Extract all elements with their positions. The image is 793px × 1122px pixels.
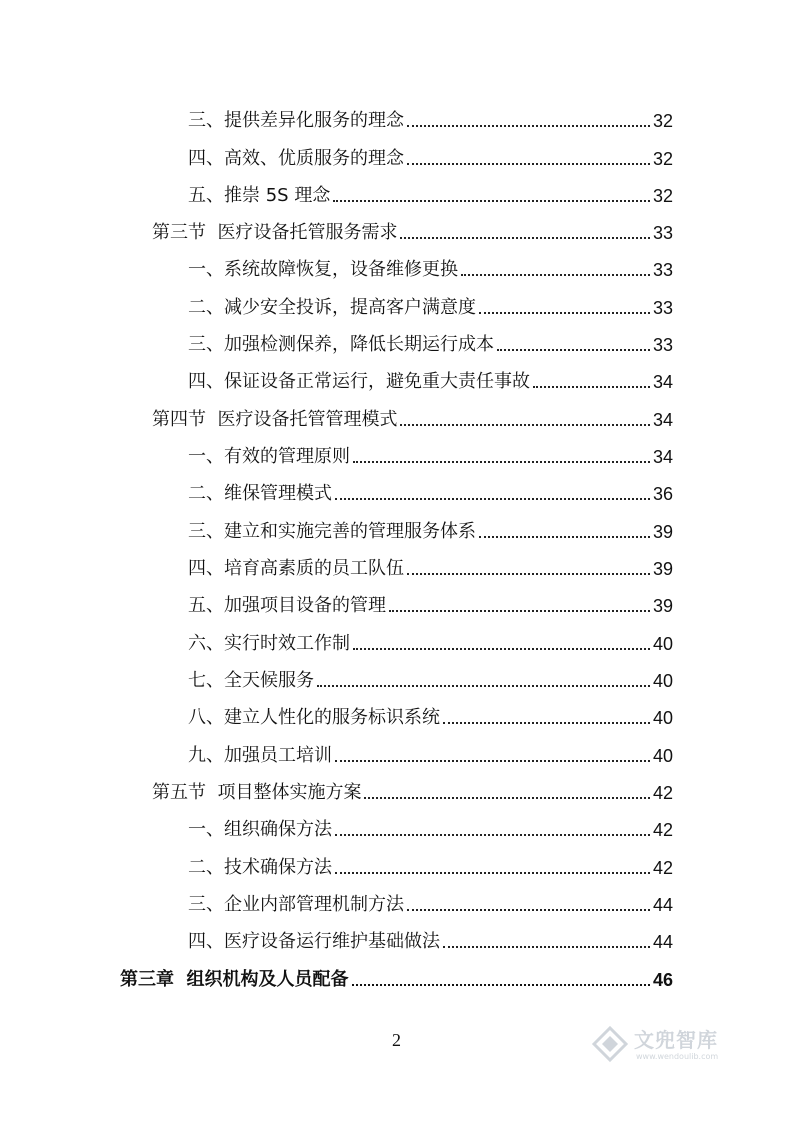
dot-leader — [407, 909, 650, 911]
toc-entry-label: 四、医疗设备运行维护基础做法 — [188, 931, 440, 952]
toc-section-entry[interactable] — [152, 401, 673, 431]
toc-entry[interactable] — [188, 363, 673, 393]
dot-leader — [479, 312, 650, 314]
dot-leader — [400, 237, 650, 239]
toc-entry-page: 42 — [652, 858, 673, 878]
toc-entry-page: 39 — [652, 559, 673, 579]
dot-leader — [400, 424, 650, 426]
toc-entry-page: 42 — [652, 820, 673, 840]
toc-entry[interactable] — [188, 140, 673, 170]
dot-leader — [389, 610, 650, 612]
dot-leader — [353, 461, 650, 463]
logo-icon — [588, 1022, 632, 1066]
dot-leader — [443, 946, 650, 948]
toc-entry-page: 44 — [652, 932, 673, 952]
toc-entry-label: 四、保证设备正常运行，避免重大责任事故 — [188, 371, 530, 392]
toc-entry-page: 34 — [652, 372, 673, 392]
toc-entry-page: 33 — [652, 335, 673, 355]
toc-entry-page: 40 — [652, 708, 673, 728]
toc-entry[interactable] — [188, 289, 673, 319]
toc-entry[interactable] — [188, 699, 673, 729]
toc-entry-page: 33 — [652, 223, 673, 243]
toc-entry-page: 44 — [652, 895, 673, 915]
toc-entry[interactable] — [188, 326, 673, 356]
toc-entry-label: 五、加强项目设备的管理 — [188, 595, 386, 616]
toc-entry-label: 三、提供差异化服务的理念 — [188, 110, 404, 131]
toc-entry-label: 九、加强员工培训 — [188, 745, 332, 766]
toc-entry[interactable] — [188, 662, 673, 692]
dot-leader — [353, 648, 650, 650]
toc-entry-label: 四、高效、优质服务的理念 — [188, 148, 404, 169]
dot-leader — [407, 125, 650, 127]
dot-leader — [335, 834, 650, 836]
toc-entry-page: 46 — [652, 970, 673, 990]
toc-entry[interactable] — [188, 550, 673, 580]
toc-entry-label: 三、建立和实施完善的管理服务体系 — [188, 521, 476, 542]
watermark-url: www.wendoulib.com — [636, 1052, 719, 1061]
toc-entry-page: 33 — [652, 298, 673, 318]
toc-entry-label: 一、有效的管理原则 — [188, 446, 350, 467]
dot-leader — [335, 498, 650, 500]
toc-entry-label: 第三节 医疗设备托管服务需求 — [152, 222, 398, 243]
toc-entry[interactable] — [188, 737, 673, 767]
toc-entry-page: 40 — [652, 746, 673, 766]
toc-entry[interactable] — [188, 587, 673, 617]
toc-entry-label: 一、组织确保方法 — [188, 819, 332, 840]
toc-entry-page: 39 — [652, 596, 673, 616]
toc-entry[interactable] — [188, 811, 673, 841]
toc-entry-page: 42 — [652, 783, 673, 803]
toc-entry[interactable] — [188, 102, 673, 132]
toc-entry[interactable] — [188, 251, 673, 281]
toc-entry-label: 三、加强检测保养，降低长期运行成本 — [188, 334, 494, 355]
toc-entry[interactable] — [188, 177, 673, 207]
toc-entry[interactable] — [188, 886, 673, 916]
toc-chapter-entry[interactable] — [120, 961, 673, 991]
dot-leader — [497, 349, 650, 351]
toc-entry-label: 八、建立人性化的服务标识系统 — [188, 707, 440, 728]
dot-leader — [407, 163, 650, 165]
toc-entry-label: 五、推崇 5S 理念 — [188, 185, 331, 206]
toc-entry-label: 二、减少安全投诉，提高客户满意度 — [188, 297, 476, 318]
toc-entry[interactable] — [188, 923, 673, 953]
toc-entry-page: 40 — [652, 671, 673, 691]
toc-entry-label: 四、培育高素质的员工队伍 — [188, 558, 404, 579]
toc-entry-label: 第四节 医疗设备托管管理模式 — [152, 409, 398, 430]
toc-entry-label: 第五节 项目整体实施方案 — [152, 782, 362, 803]
toc-entry-label: 第三章 组织机构及人员配备 — [120, 969, 349, 990]
dot-leader — [317, 685, 650, 687]
toc-entry[interactable] — [188, 475, 673, 505]
toc-entry-page: 39 — [652, 522, 673, 542]
dot-leader — [443, 722, 650, 724]
dot-leader — [364, 797, 650, 799]
toc-entry-label: 二、技术确保方法 — [188, 857, 332, 878]
toc-entry[interactable] — [188, 849, 673, 879]
dot-leader — [407, 573, 650, 575]
toc-entry-label: 二、维保管理模式 — [188, 483, 332, 504]
toc-entry[interactable] — [188, 513, 673, 543]
toc-entry-page: 40 — [652, 634, 673, 654]
toc-entry-label: 六、实行时效工作制 — [188, 633, 350, 654]
dot-leader — [352, 984, 650, 986]
toc-entry-page: 34 — [652, 410, 673, 430]
toc-section-entry[interactable] — [152, 774, 673, 804]
dot-leader — [335, 872, 650, 874]
toc-entry-label: 三、企业内部管理机制方法 — [188, 894, 404, 915]
dot-leader — [335, 760, 650, 762]
toc-entry-page: 33 — [652, 260, 673, 280]
toc-entry-page: 34 — [652, 447, 673, 467]
toc-entry-page: 36 — [652, 484, 673, 504]
toc-entry-page: 32 — [652, 111, 673, 131]
toc-entry-label: 一、系统故障恢复，设备维修更换 — [188, 259, 458, 280]
dot-leader — [479, 536, 650, 538]
toc-entry-page: 32 — [652, 186, 673, 206]
dot-leader — [461, 274, 650, 276]
dot-leader — [533, 386, 650, 388]
page-number: 2 — [392, 1030, 401, 1050]
watermark-logo — [588, 1018, 758, 1078]
toc-entry[interactable] — [188, 438, 673, 468]
toc-entry-label: 七、全天候服务 — [188, 670, 314, 691]
dot-leader — [333, 200, 650, 202]
toc-entry-page: 32 — [652, 149, 673, 169]
watermark-text: 文兜智库 — [634, 1028, 718, 1052]
toc-section-entry[interactable] — [152, 214, 673, 244]
toc-entry[interactable] — [188, 625, 673, 655]
